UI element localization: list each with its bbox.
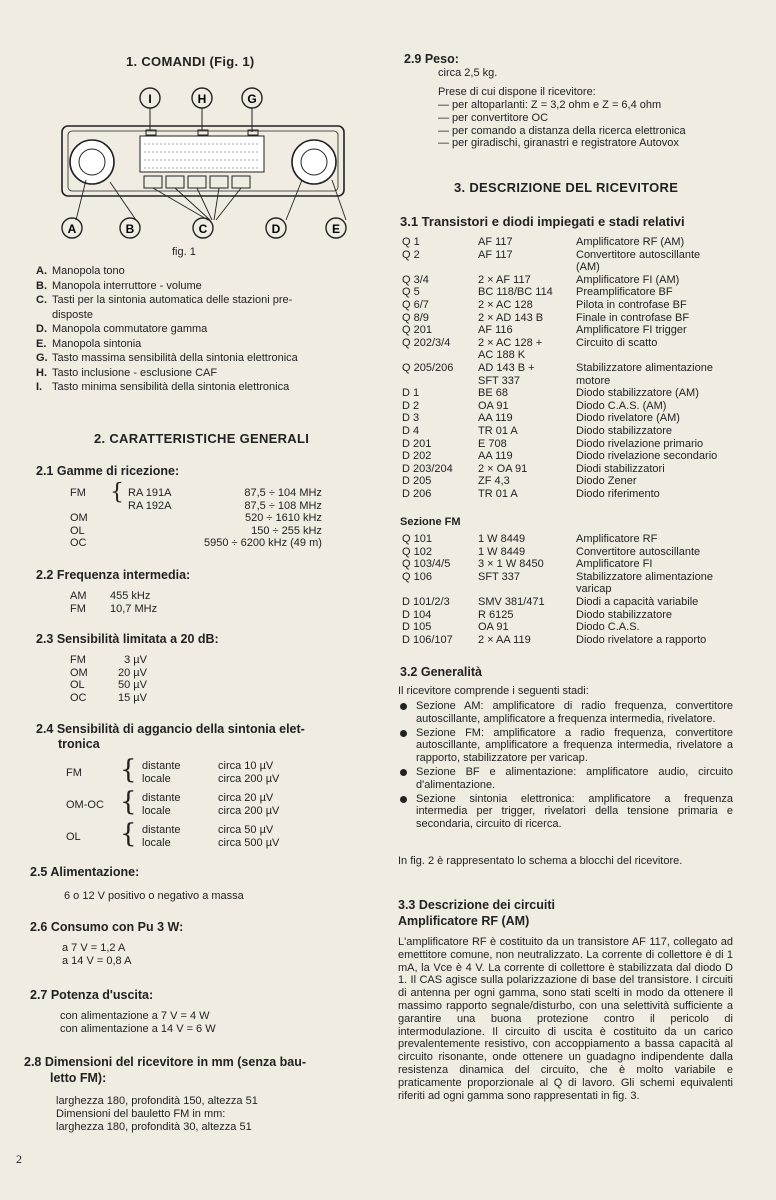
component-ref: Q 6/7 (402, 298, 429, 311)
control-legend-item (36, 264, 366, 279)
component-function: Diodo stabilizzatore (576, 608, 672, 621)
svg-text:C: C (198, 222, 208, 236)
stage-bullet-item: Sezione sintonia elettronica: amplificatore a frequenza intermedia per trigger, rivelatori della tensione primaria e secondaria, circuito di ricerca. (398, 793, 733, 831)
control-legend-item (36, 337, 366, 352)
output-power-line: con alimentazione a 14 V = 6 W (60, 1022, 216, 1035)
component-type: 2 × AC 128 + (478, 336, 543, 349)
frequency-range: 150 ÷ 255 kHz (251, 524, 322, 537)
band-label: FM (70, 487, 86, 499)
control-legend-item (36, 366, 366, 381)
frequency-value: 10,7 MHz (110, 602, 158, 615)
table-row (70, 487, 326, 500)
table-row (402, 475, 721, 488)
component-type: SMV 381/471 (478, 595, 545, 608)
callout-letter-I (140, 88, 160, 108)
brace-icon: { (120, 787, 137, 817)
component-function: Diodo C.A.S. (AM) (576, 399, 667, 412)
control-legend-item (36, 322, 366, 337)
table-row (402, 425, 721, 438)
table-row (402, 596, 717, 609)
table-row (402, 337, 721, 350)
stage-bullet-item: Sezione AM: amplificatore di radio frequenza, convertitore autoscillante, amplificatore a frequenza intermedia, rivelatore. (398, 700, 733, 726)
brace-icon: { (120, 819, 137, 849)
am-components-table (402, 236, 721, 500)
component-ref: D 1 (402, 387, 420, 400)
control-letter: H. (36, 366, 47, 379)
callout-letter-B (120, 218, 140, 238)
control-legend-item (36, 351, 366, 366)
component-ref: D 205 (402, 475, 432, 488)
table-row (402, 362, 721, 375)
component-type: 2 × AD 143 B (478, 311, 544, 324)
section-1-title: 1. COMANDI (Fig. 1) (126, 54, 255, 69)
band-label: AM (70, 590, 87, 602)
section-2-1-title: 2.1 Gamme di ricezione: (36, 464, 180, 478)
reception-type: locale (142, 805, 171, 817)
component-ref: D 206 (402, 487, 432, 500)
component-ref: Q 106 (402, 570, 432, 583)
output-power-line: con alimentazione a 7 V = 4 W (60, 1010, 210, 1022)
component-ref: Q 102 (402, 545, 432, 558)
table-row (402, 412, 721, 425)
band-label (70, 500, 110, 513)
component-function: Diodo rivelazione secondario (576, 450, 718, 463)
stages-bullet-list (398, 700, 733, 832)
section-3-title: 3. DESCRIZIONE DEL RICEVITORE (454, 180, 679, 195)
table-row (402, 488, 721, 501)
component-type: 2 × OA 91 (478, 462, 528, 475)
component-ref: Q 5 (402, 286, 420, 299)
dimensions-line: Dimensioni del bauletto FM in mm: (56, 1107, 226, 1120)
reception-type: distante (142, 792, 181, 804)
component-ref: Q 1 (402, 236, 420, 248)
lock-value: circa 20 µV (218, 792, 274, 804)
component-type: AF 117 (478, 236, 513, 248)
control-letter: D. (36, 323, 47, 335)
component-type: AD 143 B + (478, 361, 535, 374)
table-row (70, 537, 326, 550)
table-row (402, 400, 721, 413)
callout-letter-H (192, 88, 212, 108)
component-ref: Q 3/4 (402, 273, 429, 286)
control-letter: G. (36, 352, 48, 364)
component-ref: D 3 (402, 412, 420, 425)
component-function: Diodo C.A.S. (576, 621, 640, 634)
component-ref: D 101/2/3 (402, 595, 450, 608)
section-3-2-title: 3.2 Generalità (400, 665, 482, 679)
component-type: E 708 (478, 437, 507, 450)
table-row (70, 590, 161, 603)
component-type: ZF 4,3 (478, 475, 510, 488)
component-type: 2 × AC 128 (478, 298, 533, 311)
component-function: Amplificatore FI (AM) (576, 273, 680, 286)
component-function: varicap (576, 583, 612, 596)
section-2-title: 2. CARATTERISTICHE GENERALI (94, 431, 310, 446)
component-ref (402, 349, 478, 362)
model-name (128, 537, 204, 550)
component-function: Circuito di scatto (576, 336, 658, 349)
section-2-8-title: 2.8 Dimensioni del ricevitore in mm (senza bau- (24, 1055, 307, 1069)
band-label: OL (70, 524, 85, 537)
table-row (70, 679, 151, 692)
component-ref: Q 201 (402, 324, 432, 337)
svg-text:H: H (197, 92, 207, 106)
svg-text:I: I (148, 92, 152, 106)
svg-text:G: G (247, 92, 257, 106)
component-type: 3 × 1 W 8450 (478, 558, 544, 571)
table-row (402, 312, 721, 325)
component-type: SFT 337 (478, 374, 520, 387)
table-row (70, 512, 326, 525)
component-function: Amplificatore RF (AM) (576, 236, 685, 248)
section-3-3-title: 3.3 Descrizione dei circuiti (398, 898, 556, 912)
component-ref: Q 205/206 (402, 361, 454, 374)
control-legend-item (36, 293, 366, 308)
reception-type: distante (142, 824, 181, 836)
socket-item: — per convertitore OC (438, 111, 549, 124)
table-row (402, 583, 717, 596)
component-function: Diodi a capacità variabile (576, 595, 699, 608)
component-function: Diodo rivelatore (AM) (576, 412, 680, 425)
section-3-1-title: 3.1 Transistori e diodi impiegati e stadi relativi (400, 214, 685, 229)
dimensions-line: larghezza 180, profondità 150, altezza 51 (56, 1095, 258, 1107)
component-type: AF 117 (478, 248, 513, 261)
control-description: Manopola interruttore - volume (52, 279, 202, 292)
dimensions-lines (56, 1095, 258, 1133)
component-ref (402, 583, 478, 596)
table-row (70, 500, 326, 513)
table-row (402, 463, 721, 476)
socket-item: — per giradischi, giranastri e registratore Autovox (438, 137, 679, 150)
component-ref: D 203/204 (402, 462, 453, 475)
callout-letter-C (193, 218, 213, 238)
radio-front-panel-figure (40, 82, 370, 242)
brace-cell (110, 537, 128, 550)
lock-value: circa 200 µV (218, 773, 280, 785)
section-2-2-title: 2.2 Frequenza intermedia: (36, 568, 191, 582)
component-function: Convertitore autoscillante (576, 248, 701, 261)
component-function: motore (576, 374, 611, 387)
lock-value: circa 500 µV (218, 837, 280, 849)
stage-bullet-item: Sezione BF e alimentazione: amplificatore audio, circuito d'alimentazione. (398, 766, 733, 792)
band-label: FM (70, 654, 86, 666)
output-power-lines (60, 1010, 216, 1036)
control-letter: B. (36, 279, 47, 292)
table-row (402, 286, 721, 299)
component-function: Diodo riferimento (576, 487, 660, 500)
section-2-8-title-cont: letto FM): (50, 1071, 107, 1085)
section-2-9-title: 2.9 Peso: (404, 52, 459, 66)
sockets-list (438, 99, 686, 150)
component-ref (402, 261, 478, 274)
table-row (402, 236, 721, 249)
band-label: FM (66, 767, 82, 779)
component-type: OA 91 (478, 399, 509, 412)
callout-letter-D (266, 218, 286, 238)
section-2-3-title: 2.3 Sensibilità limitata a 20 dB: (36, 632, 219, 646)
reception-bands-table (70, 480, 326, 550)
control-letter: A. (36, 265, 47, 277)
table-row (402, 349, 721, 362)
band-label: OM (70, 512, 88, 525)
component-type: 1 W 8449 (478, 533, 526, 545)
control-description: Tasto inclusione - esclusione CAF (52, 366, 218, 379)
svg-text:A: A (67, 222, 77, 236)
sockets-title: Prese di cui dispone il ricevitore: (438, 86, 596, 98)
brace-cell (110, 525, 128, 538)
band-label: OL (70, 679, 85, 692)
table-row (402, 450, 721, 463)
control-letter: I. (36, 381, 43, 393)
intermediate-frequency-table (70, 590, 161, 615)
lock-sensitivity-group (66, 819, 366, 856)
table-row (402, 324, 721, 337)
frequency-range: 87,5 ÷ 108 MHz (244, 499, 322, 512)
component-ref: D 105 (402, 621, 432, 634)
controls-legend (36, 264, 366, 395)
band-label: OL (66, 831, 81, 843)
component-type: TR 01 A (478, 424, 518, 437)
section-2-5-title: 2.5 Alimentazione: (30, 865, 140, 879)
component-ref: D 201 (402, 437, 432, 450)
component-type: OA 91 (478, 621, 509, 634)
component-ref (402, 375, 478, 388)
sensitivity-table (70, 654, 151, 704)
component-function: Stabilizzatore alimentazione (576, 361, 713, 374)
component-type: AF 116 (478, 324, 513, 337)
lock-value: circa 50 µV (218, 824, 274, 836)
band-label: OC (70, 691, 87, 704)
sensitivity-value: 3 µV (124, 654, 147, 666)
component-ref: Q 8/9 (402, 311, 429, 324)
component-function: Diodo rivelazione primario (576, 437, 704, 450)
sensitivity-value: 15 µV (118, 691, 147, 704)
section-2-7-title: 2.7 Potenza d'uscita: (30, 988, 154, 1002)
component-ref: D 2 (402, 399, 420, 412)
table-row (70, 603, 161, 616)
section-2-4-title: 2.4 Sensibilità di aggancio della sintonia elet- (36, 722, 305, 736)
model-name: RA 192A (128, 499, 172, 512)
band-label: OM-OC (66, 799, 104, 811)
component-function (576, 349, 721, 362)
table-row (402, 621, 717, 634)
table-row (402, 609, 717, 622)
table-row (402, 387, 721, 400)
component-ref: Q 202/3/4 (402, 336, 451, 349)
lock-sensitivity-table (66, 755, 366, 856)
control-legend-item (36, 380, 366, 395)
consumption-lines (62, 942, 131, 968)
component-function: Diodo rivelatore a rapporto (576, 633, 707, 646)
table-row (402, 558, 717, 571)
control-description: Manopola tono (52, 265, 125, 277)
component-type: AA 119 (478, 412, 513, 425)
table-row (402, 261, 721, 274)
fm-section-title: Sezione FM (400, 516, 461, 528)
reception-type: locale (142, 837, 171, 849)
component-function: Finale in controfase BF (576, 311, 690, 324)
component-ref: D 4 (402, 424, 420, 437)
table-row (402, 438, 721, 451)
component-function: Amplificatore RF (576, 533, 658, 545)
generalita-outro: In fig. 2 è rappresentato lo schema a blocchi del ricevitore. (398, 855, 683, 867)
component-type (478, 261, 576, 274)
table-row (402, 546, 717, 559)
component-type: 1 W 8449 (478, 545, 526, 558)
component-function: Diodo stabilizzatore (576, 424, 672, 437)
model-name: RA 191A (128, 487, 172, 499)
table-row (402, 533, 717, 546)
model-name (128, 525, 204, 538)
control-description: Manopola sintonia (52, 337, 142, 350)
page-number: 2 (16, 1152, 22, 1166)
component-type: R 6125 (478, 608, 514, 621)
lock-value: circa 10 µV (218, 760, 274, 772)
consumption-line: a 7 V = 1,2 A (62, 942, 126, 954)
control-letter: E. (36, 337, 47, 350)
socket-item: — per altoparlanti: Z = 3,2 ohm e Z = 6,4 ohm (438, 99, 662, 111)
component-type: BE 68 (478, 387, 508, 400)
control-legend-item (36, 279, 366, 294)
component-function: Stabilizzatore alimentazione (576, 570, 713, 583)
fm-components-table (402, 533, 717, 646)
callout-letter-A (62, 218, 82, 238)
band-label: OC (70, 537, 87, 550)
component-ref: D 202 (402, 450, 432, 463)
model-name (128, 512, 204, 525)
table-row (70, 667, 151, 680)
control-letter: C. (36, 294, 47, 306)
table-row (402, 249, 721, 262)
component-type (478, 583, 576, 596)
component-function: Diodo Zener (576, 475, 637, 488)
control-description: Tasto massima sensibilità della sintonia elettronica (52, 352, 298, 364)
callout-letter-G (242, 88, 262, 108)
control-description: Tasto minima sensibilità della sintonia elettronica (52, 381, 290, 393)
power-supply-text: 6 o 12 V positivo o negativo a massa (64, 890, 244, 902)
band-label: OM (70, 666, 88, 679)
component-ref: Q 101 (402, 533, 432, 545)
table-row (70, 692, 151, 705)
callout-letter-E (326, 218, 346, 238)
component-function: Preamplificatore BF (576, 286, 673, 299)
component-function: Convertitore autoscillante (576, 545, 701, 558)
sensitivity-value: 50 µV (118, 679, 147, 692)
component-type: TR 01 A (478, 487, 518, 500)
control-legend-item (36, 308, 366, 323)
section-2-4-title-cont: tronica (58, 737, 100, 751)
component-ref: Q 2 (402, 248, 420, 261)
table-row (70, 525, 326, 538)
control-description: Manopola commutatore gamma (52, 323, 208, 335)
component-type: AA 119 (478, 450, 513, 463)
consumption-line: a 14 V = 0,8 A (62, 954, 132, 967)
component-ref: D 106/107 (402, 633, 453, 646)
brace-icon: { (120, 755, 137, 785)
component-type: 2 × AF 117 (478, 273, 531, 286)
component-function: Amplificatore FI trigger (576, 324, 687, 337)
section-2-6-title: 2.6 Consumo con Pu 3 W: (30, 920, 184, 934)
figure-caption: fig. 1 (172, 246, 196, 258)
sensitivity-value: 20 µV (118, 666, 147, 679)
brace-cell (110, 512, 128, 525)
table-row (402, 274, 721, 287)
table-row (402, 634, 717, 647)
component-function: Amplificatore FI (576, 558, 653, 571)
component-type: AC 188 K (478, 349, 526, 362)
svg-text:B: B (125, 222, 135, 236)
weight-text: circa 2,5 kg. (438, 67, 498, 79)
dimensions-line: larghezza 180, profondità 30, altezza 51 (56, 1120, 252, 1133)
frequency-range: 520 ÷ 1610 kHz (244, 512, 322, 525)
frequency-range: 5950 ÷ 6200 kHz (49 m) (204, 537, 322, 550)
frequency-range: 87,5 ÷ 104 MHz (244, 487, 322, 499)
table-row (402, 571, 717, 584)
stage-bullet-item: Sezione FM: amplificatore a radio frequenza, convertitore autoscillante, amplificatore a frequenza intermedia, rivelatore a rapporto, stabilizzatore per varicap. (398, 727, 733, 765)
lock-sensitivity-group (66, 787, 366, 824)
reception-type: distante (142, 760, 181, 772)
component-type: BC 118/BC 114 (478, 286, 553, 299)
component-function: (AM) (576, 261, 600, 274)
component-ref: Q 103/4/5 (402, 558, 451, 571)
frequency-value: 455 kHz (110, 590, 151, 602)
table-row (402, 375, 721, 388)
table-row (70, 654, 151, 667)
reception-type: locale (142, 773, 171, 785)
generalita-intro: Il ricevitore comprende i seguenti stadi: (398, 685, 589, 697)
component-type: 2 × AA 119 (478, 633, 531, 646)
band-label: FM (70, 602, 86, 615)
control-description: disposte (52, 308, 93, 321)
rf-amplifier-description: L'amplificatore RF è costituito da un transistore AF 117, collegato ad emettitore comune, non neutralizzato. La corrente di collettore è di 1 mA, la Vce è 4 V. La corrente di collettore è stabilizzata dal diodo D 1. Il CAS agisce sulla polarizzazione di base del transistore. I circuiti di antenna per ogni gamma, sono stati scelti in modo da ottenere il massimo rapporto segnale/disturbo, con una selettività sufficiente a garantire una buona protezione contro il pericolo di intermodulazione. Il circuito di uscita è costituito da un carico prevalentemente resistivo, con accoppiamento a bassa capacità al circuito risonante, onde ottenere un guadagno indipendente dalla resistenza dinamica del circuito, che è molto variabile e praticamente proporzionale al Q di lavoro. Gli schemi equivalenti riferiti ad ogni gamma sono rappresentati in fig. 3. (398, 936, 733, 1102)
lock-sensitivity-group (66, 755, 366, 792)
component-function: Pilota in controfase BF (576, 298, 687, 311)
brace-cell: { (110, 480, 124, 505)
component-function: Diodo stabilizzatore (AM) (576, 387, 699, 400)
control-description: Tasti per la sintonia automatica delle stazioni pre- (52, 294, 293, 306)
component-function: Diodi stabilizzatori (576, 462, 665, 475)
socket-item: — per comando a distanza della ricerca elettronica (438, 124, 686, 137)
component-type: SFT 337 (478, 570, 520, 583)
lock-value: circa 200 µV (218, 805, 280, 817)
svg-text:D: D (271, 222, 281, 236)
section-3-3-subtitle: Amplificatore RF (AM) (398, 914, 530, 928)
table-row (402, 299, 721, 312)
svg-text:E: E (331, 222, 341, 236)
component-ref: D 104 (402, 608, 432, 621)
